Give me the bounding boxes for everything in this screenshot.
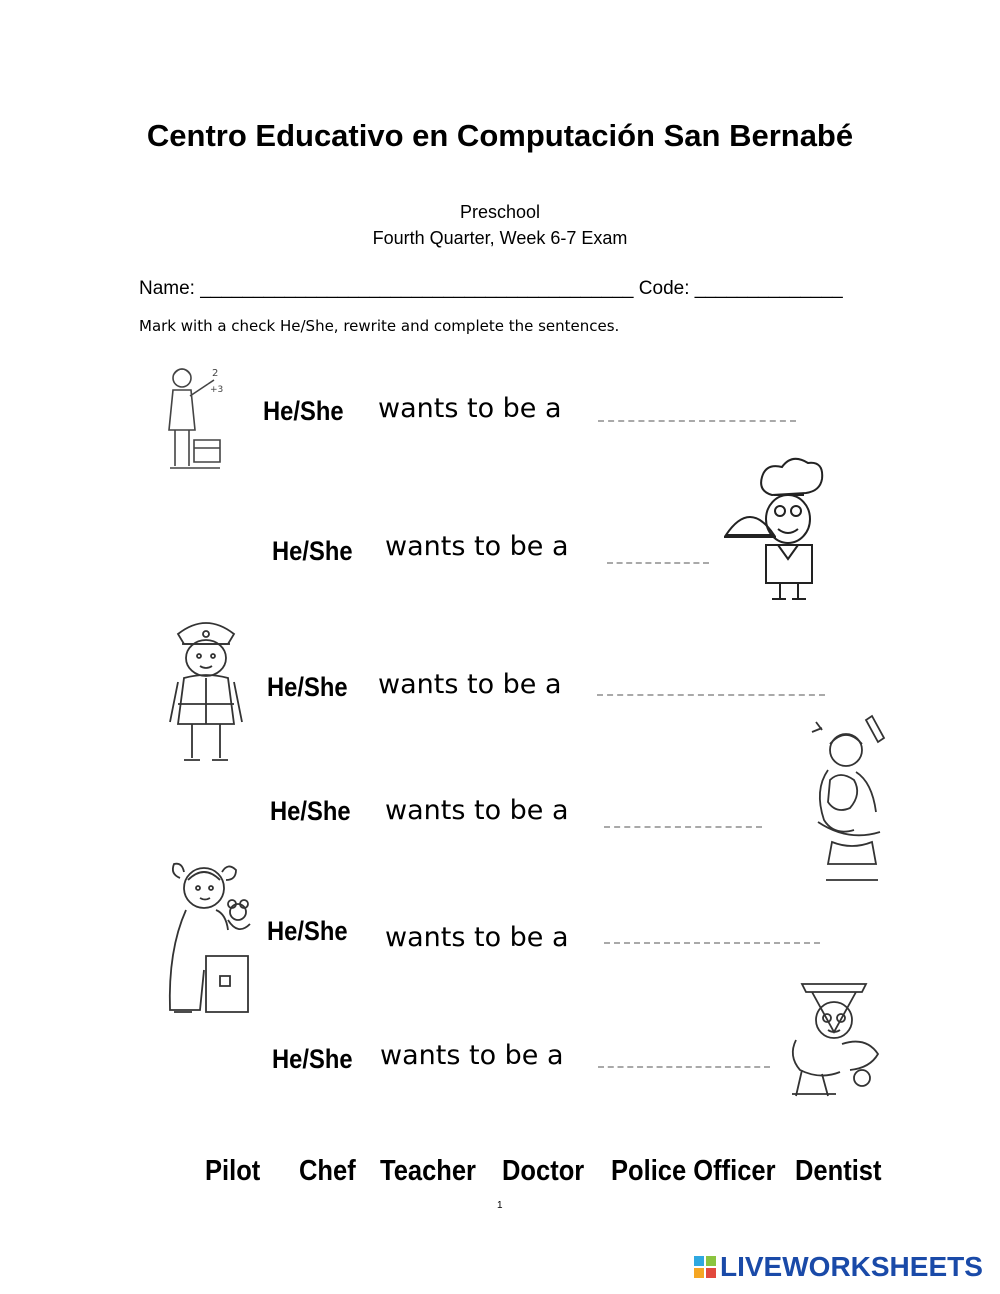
he-she-option[interactable]: He/She [272, 536, 353, 566]
code-field[interactable]: ______________ [694, 278, 843, 299]
sentence-row [0, 916, 1000, 966]
exam-label: Fourth Quarter, Week 6-7 Exam [372, 228, 628, 248]
sentence-text: wants to be a [385, 531, 569, 562]
subtitle: Preschool [459, 202, 541, 222]
page-number: 1 [497, 1200, 503, 1211]
sentence-text: wants to be a [385, 795, 569, 826]
sentence-row [0, 528, 1000, 578]
svg-text:2: 2 [212, 368, 219, 379]
sentence-text: wants to be a [378, 669, 562, 700]
dentist-icon [808, 710, 890, 886]
word-bank-item: Chef [299, 1155, 356, 1187]
answer-blank[interactable] [607, 562, 709, 564]
page-title: Centro Educativo en Computación San Bernabé [146, 118, 854, 153]
sentence-text: wants to be a [385, 922, 569, 953]
instructions: Mark with a check He/She, rewrite and complete the sentences. [139, 317, 620, 335]
answer-blank[interactable] [598, 1066, 770, 1068]
sentence-row [0, 390, 1000, 440]
answer-blank[interactable] [598, 420, 796, 422]
liveworksheets-logo[interactable] [694, 1252, 983, 1282]
logo-icon [694, 1256, 716, 1278]
code-label: Code: [638, 278, 690, 299]
he-she-option[interactable]: He/She [267, 916, 348, 946]
answer-blank[interactable] [604, 942, 820, 944]
sentence-text: wants to be a [378, 393, 562, 424]
svg-text:+3: +3 [210, 385, 224, 395]
chef-icon [722, 455, 834, 603]
word-bank-item: Doctor [502, 1155, 585, 1187]
word-bank-item: Police Officer [611, 1155, 776, 1187]
name-label: Name: [139, 278, 195, 299]
he-she-option[interactable]: He/She [270, 796, 351, 826]
sentence-row [0, 666, 1000, 716]
pilot-icon [782, 974, 886, 1104]
answer-blank[interactable] [604, 826, 762, 828]
word-bank-item: Pilot [205, 1155, 261, 1187]
word-bank-item: Teacher [380, 1155, 476, 1187]
word-bank-item: Dentist [795, 1155, 882, 1187]
sentence-text: wants to be a [380, 1040, 564, 1071]
answer-blank[interactable] [597, 694, 825, 696]
name-code-line [139, 278, 843, 300]
he-she-option[interactable]: He/She [267, 672, 348, 702]
he-she-option[interactable]: He/She [272, 1044, 353, 1074]
he-she-option[interactable]: He/She [263, 396, 344, 426]
brand-name: LIVEWORKSHEETS [720, 1251, 983, 1282]
name-field[interactable]: _________________________________________ [200, 278, 634, 299]
